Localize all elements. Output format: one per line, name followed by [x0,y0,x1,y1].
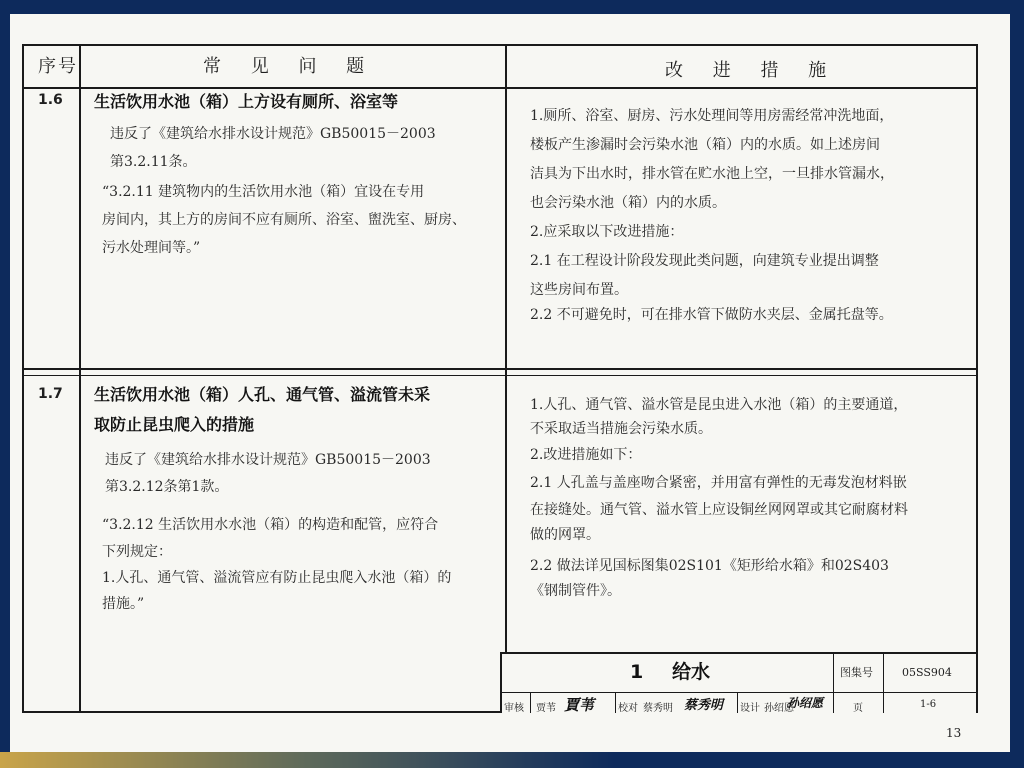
measure-line: 1.厕所、浴室、厨房、污水处理间等用房需经常冲洗地面， [530,108,894,124]
measure-line: 这些房间布置。 [530,282,628,298]
quote-line: 房间内，其上方的房间不应有厕所、浴室、盥洗室、厨房、 [102,212,466,228]
measure-line: 1.人孔、通气管、溢水管是昆虫进入水池（箱）的主要通道， [530,397,908,413]
table-border-top [22,44,978,46]
document-page [10,14,1010,752]
measure-line: 楼板产生渗漏时会污染水池（箱）内的水质。如上述房间 [530,137,880,153]
quote-line: 污水处理间等。” [102,240,201,256]
table-border-left [22,44,24,713]
measure-line: 不采取适当措施会污染水质。 [530,421,712,437]
violation-line: 第3.2.12条第1款。 [105,479,229,495]
header-problem: 常 见 问 题 [203,56,377,77]
checker-signature: 蔡秀明 [684,698,724,713]
slide-frame-bottom [0,752,1024,768]
designer-signature: 孙绍愿 [787,696,824,710]
measure-line: 2.2 做法详见国标图集02S101《矩形给水箱》和02S403 [530,558,889,574]
measure-line: 洁具为下出水时，排水管在贮水池上空，一旦排水管漏水， [530,166,894,182]
measure-line: 2.1 人孔盖与盖座吻合紧密，并用富有弹性的无毒发泡材料嵌 [530,475,907,491]
design-label: 设计 [740,703,760,714]
seq-column-divider [79,44,81,713]
reviewer-signature: 賈苇 [564,696,595,714]
violation-line: 违反了《建筑给水排水设计规范》GB50015－2003 [110,126,436,142]
table-header-bottom [22,87,978,89]
measure-line: 2.应采取以下改进措施： [530,224,684,240]
violation-line: 违反了《建筑给水排水设计规范》GB50015－2003 [105,452,431,468]
review-label: 审核 [504,703,524,714]
header-measure: 改 进 措 施 [665,60,839,81]
measure-line: 也会污染水池（箱）内的水质。 [530,195,726,211]
table-row-divider [22,368,978,370]
violation-line: 第3.2.11条。 [110,154,197,170]
page-label: 页 [853,703,863,714]
title-block [500,652,976,713]
atlas-label: 图集号 [840,666,873,679]
row-seq: 1.7 [38,386,63,402]
row-problem-title: 生活饮用水池（箱）上方设有厕所、浴室等 [94,92,399,111]
measure-line: 2.1 在工程设计阶段发现此类问题，向建筑专业提出调整 [530,253,879,269]
checker-name: 蔡秀明 [643,703,673,714]
measure-line: 做的网罩。 [530,527,600,543]
page-number: 13 [946,726,962,740]
row-problem-title: 生活饮用水池（箱）人孔、通气管、溢流管未采 [94,385,431,404]
chapter-title: 给水 [672,661,711,683]
check-label: 校对 [618,703,638,714]
chapter-number: 1 [630,661,644,683]
measure-line: 《钢制管件》。 [530,583,621,599]
measure-line: 在接缝处。通气管、溢水管上应设铜丝网网罩或其它耐腐材料 [530,502,908,518]
quote-line: “3.2.12 生活饮用水水池（箱）的构造和配管，应符合 [102,517,439,533]
page-value: 1-6 [920,699,937,710]
header-seq: 序号 [38,56,78,77]
table-border-right [976,44,978,713]
row-problem-title: 取防止昆虫爬入的措施 [94,415,255,434]
table-row-divider [22,375,978,376]
quote-line: 下列规定： [102,544,172,560]
problem-column-divider [505,44,507,713]
row-seq: 1.6 [38,92,63,108]
quote-line: 措施。” [102,596,145,612]
designer-name: 孙绍愿 [764,703,794,714]
quote-line: 1.人孔、通气管、溢流管应有防止昆虫爬入水池（箱）的 [102,570,452,586]
atlas-number: 05SS904 [902,666,952,679]
reviewer-name: 贾苇 [536,703,556,714]
quote-line: “3.2.11 建筑物内的生活饮用水池（箱）宜设在专用 [102,184,425,200]
measure-line: 2.改进措施如下： [530,447,642,463]
measure-line: 2.2 不可避免时，可在排水管下做防水夹层、金属托盘等。 [530,307,893,323]
